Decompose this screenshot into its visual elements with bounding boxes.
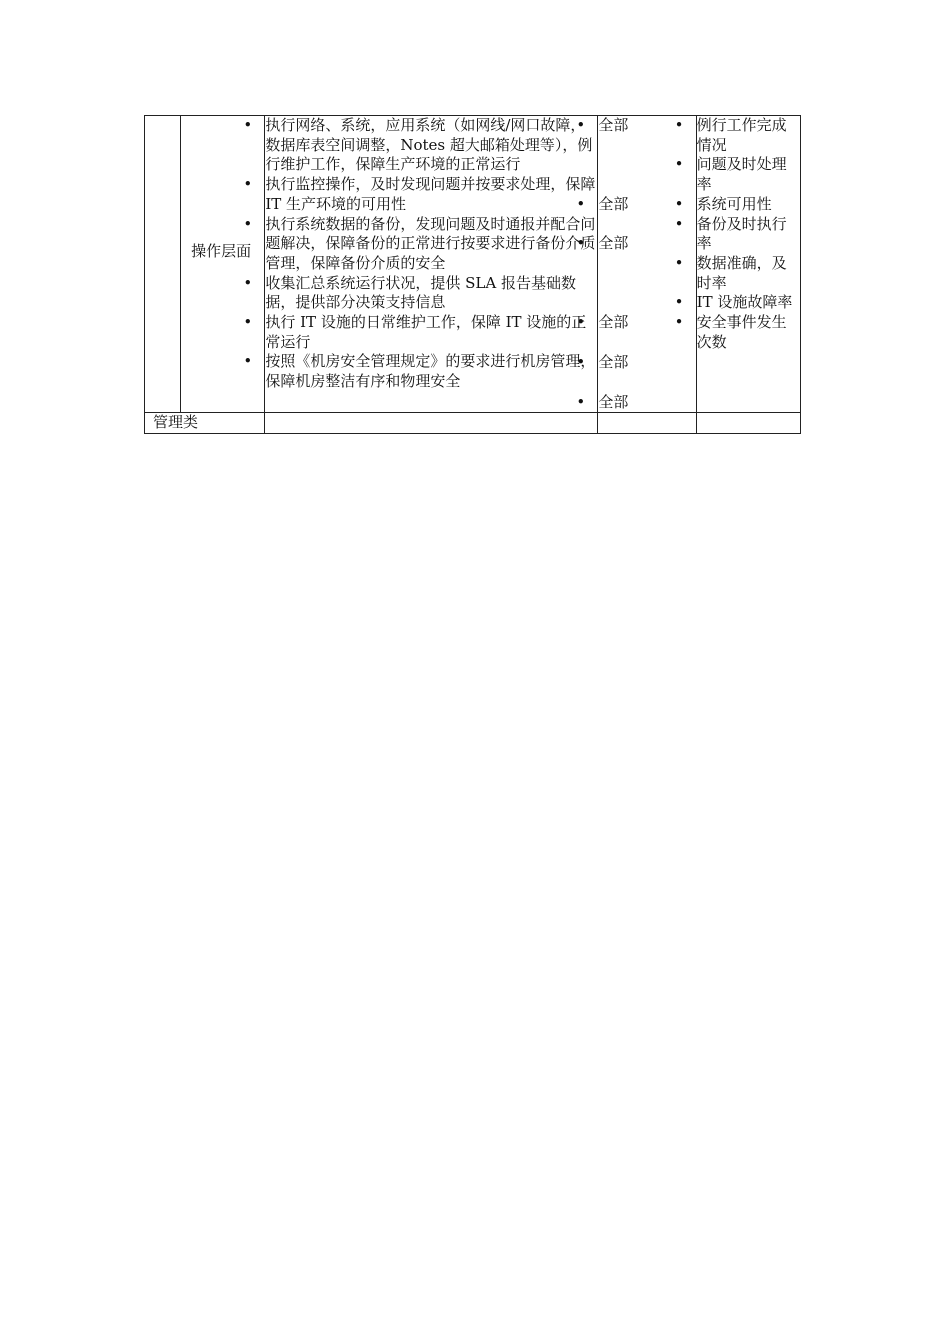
list-item: • 全部	[598, 116, 695, 136]
list-item: • 例行工作完成情况	[697, 116, 800, 155]
list-item: • 全部	[598, 234, 695, 254]
list-item: • 数据准确，及时率	[697, 254, 800, 293]
kpi-list	[697, 116, 800, 352]
list-item: • 全部	[598, 195, 695, 215]
list-item: • 全部	[598, 393, 695, 413]
list-item: • 备份及时执行率	[697, 215, 800, 254]
list-item: • 问题及时处理率	[697, 155, 800, 194]
category-cell-empty	[145, 116, 181, 413]
kpi-cell	[696, 116, 800, 413]
responsibility-table	[144, 115, 801, 434]
level-label: 操作层面	[191, 242, 252, 261]
category-label: 管理类	[153, 413, 199, 432]
category-cell	[145, 413, 265, 434]
list-item: • IT 设施故障率	[697, 293, 800, 313]
list-item: • 全部	[598, 353, 695, 373]
empty-cell	[598, 413, 696, 434]
level-cell	[181, 116, 265, 413]
list-item: • 系统可用性	[697, 195, 800, 215]
list-item: • 执行网络、系统，应用系统（如网线/网口故障，数据库表空间调整，Notes 超大邮箱处理等），例行维护工作，保障生产环境的正常运行	[265, 116, 597, 175]
table-row	[145, 116, 801, 413]
list-item: • 收集汇总系统运行状况，提供 SLA 报告基础数据，提供部分决策支持信息	[265, 274, 597, 313]
table-row	[145, 413, 801, 434]
duties-cell	[265, 116, 598, 413]
list-item: • 安全事件发生次数	[697, 313, 800, 352]
empty-cell	[265, 413, 598, 434]
list-item: • 全部	[598, 313, 695, 333]
list-item: • 执行监控操作，及时发现问题并按要求处理，保障 IT 生产环境的可用性	[265, 175, 597, 214]
list-item: • 执行系统数据的备份，发现问题及时通报并配合问题解决，保障备份的正常进行按要求进行备份介质管理，保障备份介质的安全	[265, 215, 597, 274]
list-item: • 执行 IT 设施的日常维护工作，保障 IT 设施的正常运行	[265, 313, 597, 352]
list-item: • 按照《机房安全管理规定》的要求进行机房管理，保障机房整洁有序和物理安全	[265, 352, 597, 391]
duties-list	[265, 116, 597, 392]
empty-cell	[696, 413, 800, 434]
